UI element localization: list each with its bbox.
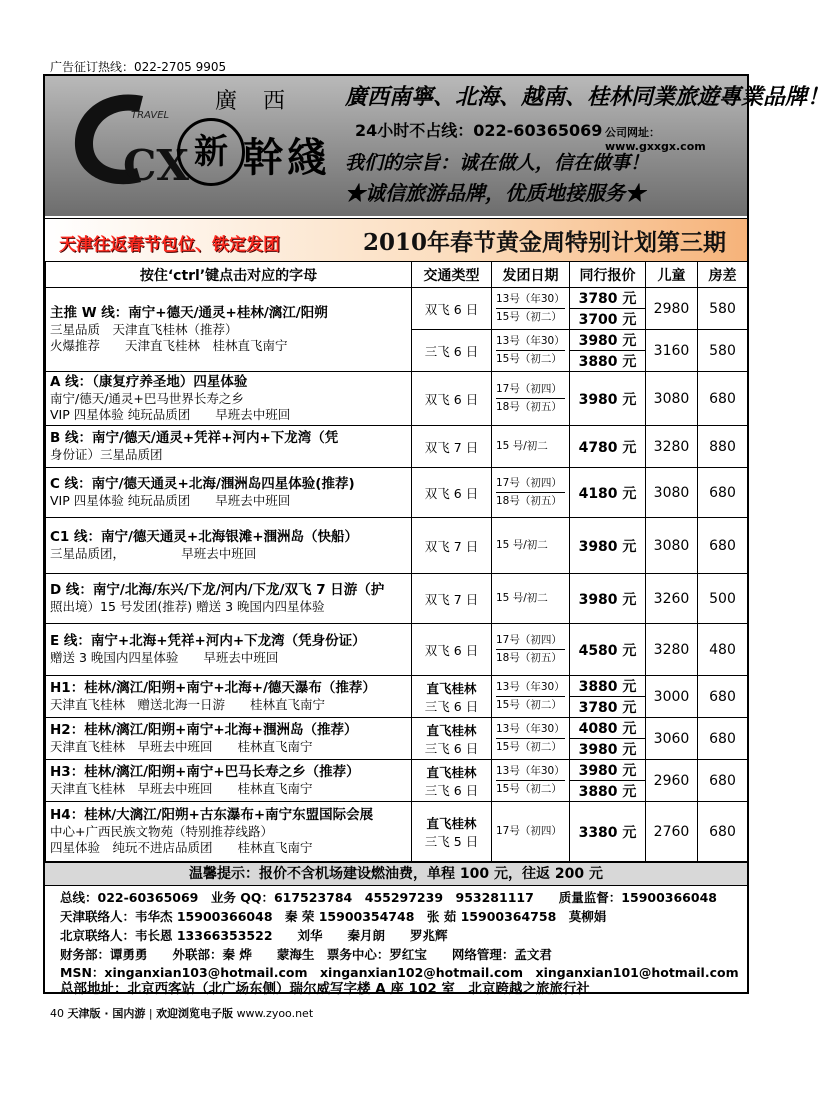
transport-text: 三飞 6 日 bbox=[424, 698, 479, 714]
transport-cell bbox=[412, 802, 492, 862]
route-description[interactable] bbox=[46, 676, 412, 718]
price-text: 3980 元 bbox=[578, 391, 637, 408]
table-row bbox=[46, 426, 748, 468]
route-description[interactable] bbox=[46, 426, 412, 468]
price-cell bbox=[570, 372, 646, 426]
contact-line: 天津联络人：韦华杰 15900366048 秦 荣 15900354748 张 茹 15900364758 莫柳娟 bbox=[60, 909, 607, 924]
transport-cell bbox=[412, 518, 492, 574]
transport-text: 直飞桂林 bbox=[426, 722, 477, 738]
date-text: 18号（初五） bbox=[496, 492, 565, 510]
page-footer bbox=[50, 1005, 313, 1021]
route-description[interactable] bbox=[46, 760, 412, 802]
date-cell bbox=[492, 574, 570, 624]
transport-text: 直飞桂林 bbox=[426, 815, 477, 831]
child-price-cell: 3080 bbox=[646, 518, 698, 574]
price-text: 3880 元 bbox=[570, 350, 645, 371]
title-bar bbox=[45, 218, 747, 262]
route-description[interactable] bbox=[46, 288, 412, 372]
date-cell bbox=[492, 802, 570, 862]
route-description[interactable] bbox=[46, 372, 412, 426]
price-cell bbox=[570, 802, 646, 862]
header-room: 房差 bbox=[698, 262, 748, 288]
date-text: 13号（年30） bbox=[496, 681, 565, 694]
browse-label: 欢迎浏览电子版 bbox=[156, 1007, 234, 1020]
ad-hotline: 广告征订热线：022-2705 9905 bbox=[50, 60, 227, 74]
table-row bbox=[46, 676, 748, 718]
title-right: 2010年春节黄金周特别计划第三期 bbox=[363, 229, 727, 256]
route-line: 中心+广西民族文物苑（特别推荐线路） bbox=[50, 824, 273, 840]
room-diff-cell: 480 bbox=[698, 624, 748, 676]
route-description[interactable] bbox=[46, 574, 412, 624]
room-diff-cell: 680 bbox=[698, 676, 748, 718]
transport-cell bbox=[412, 372, 492, 426]
brand-xin-badge: 新 bbox=[177, 118, 245, 186]
route-description[interactable] bbox=[46, 518, 412, 574]
date-text: 15号（初二） bbox=[496, 350, 565, 368]
date-text: 15号（初二） bbox=[496, 738, 565, 756]
date-text: 15号（初二） bbox=[496, 696, 565, 714]
contact-line: MSN：xinganxian103@hotmail.com xinganxian102@hotmail.com xinganxian101@hotmail.com bbox=[60, 965, 739, 980]
header-transport: 交通类型 bbox=[412, 262, 492, 288]
price-text: 3980 元 bbox=[578, 538, 637, 555]
contact-line: 财务部：谭勇勇 外联部：秦 烨 蒙海生 票务中心：罗红宝 网络管理：孟文君 bbox=[60, 947, 552, 962]
transport-cell bbox=[412, 330, 492, 372]
route-line: 火爆推荐 天津直飞桂林 桂林直飞南宁 bbox=[50, 338, 288, 354]
date-text: 15号（初二） bbox=[496, 308, 565, 326]
transport-cell bbox=[412, 426, 492, 468]
title-left: 天津往返春节包位、铁定发团 bbox=[59, 235, 280, 255]
child-price-cell: 3080 bbox=[646, 372, 698, 426]
route-line: H2：桂林/漓江/阳朔+南宁+北海+涠洲岛（推荐） bbox=[50, 722, 358, 739]
brand-ganxian: 幹綫 bbox=[243, 134, 331, 181]
route-line: H1：桂林/漓江/阳朔+南宁+北海+/德天瀑布（推荐） bbox=[50, 680, 376, 697]
route-line: 赠送 3 晚国内四星体验 早班去中班回 bbox=[50, 650, 279, 666]
date-text: 18号（初五） bbox=[496, 649, 565, 667]
route-price-table bbox=[45, 261, 748, 862]
child-price-cell: 3260 bbox=[646, 574, 698, 624]
transport-text: 直飞桂林 bbox=[426, 764, 477, 780]
room-diff-cell: 680 bbox=[698, 802, 748, 862]
brand-motto: 我们的宗旨：诚在做人，信在做事！ bbox=[345, 152, 650, 174]
date-cell bbox=[492, 518, 570, 574]
transport-text: 直飞桂林 bbox=[426, 680, 477, 696]
transport-cell bbox=[412, 574, 492, 624]
company-website: 公司网址：www.gxxgx.com bbox=[605, 126, 706, 153]
date-text: 13号（年30） bbox=[496, 335, 565, 348]
price-cell bbox=[570, 574, 646, 624]
date-text: 13号（年30） bbox=[496, 293, 565, 306]
price-cell bbox=[570, 468, 646, 518]
route-line: 主推 W 线：南宁+德天/通灵+桂林/漓江/阳朔 bbox=[50, 304, 328, 321]
room-diff-cell: 680 bbox=[698, 372, 748, 426]
route-line: 天津直飞桂林 早班去中班回 桂林直飞南宁 bbox=[50, 739, 313, 755]
price-cell bbox=[570, 676, 646, 718]
header-child: 儿童 bbox=[646, 262, 698, 288]
route-line: 南宁/德天/通灵+巴马世界长寿之乡 bbox=[50, 391, 244, 407]
price-text: 3880 元 bbox=[570, 780, 645, 801]
transport-text: 双飞 7 日 bbox=[424, 439, 479, 455]
transport-text: 双飞 6 日 bbox=[424, 391, 479, 407]
route-description[interactable] bbox=[46, 624, 412, 676]
table-row bbox=[46, 288, 748, 330]
price-text: 3980 元 bbox=[578, 591, 637, 608]
date-text: 17号（初四） bbox=[496, 477, 562, 490]
route-line: C1 线：南宁/德天通灵+北海银滩+涠洲岛（快船） bbox=[50, 529, 359, 546]
table-row bbox=[46, 718, 748, 760]
price-text: 4580 元 bbox=[578, 642, 637, 659]
route-line: VIP 四星体验 纯玩品质团 早班去中班回 bbox=[50, 493, 291, 509]
table-header-row bbox=[46, 262, 748, 288]
section-label: 天津版 · 国内游 bbox=[67, 1007, 146, 1020]
travel-label: TRAVEL bbox=[131, 110, 170, 121]
route-line: H4：桂林/大漓江/阳朔+古东瀑布+南宁东盟国际会展 bbox=[50, 807, 374, 824]
date-text: 15 号/初二 bbox=[496, 440, 548, 453]
footer-site[interactable]: www.zyoo.net bbox=[236, 1007, 314, 1020]
room-diff-cell: 580 bbox=[698, 330, 748, 372]
company-banner bbox=[45, 76, 829, 216]
date-cell bbox=[492, 760, 570, 802]
transport-text: 双飞 7 日 bbox=[424, 591, 479, 607]
price-cell bbox=[570, 624, 646, 676]
table-row bbox=[46, 372, 748, 426]
transport-text: 三飞 6 日 bbox=[424, 782, 479, 798]
room-diff-cell: 680 bbox=[698, 518, 748, 574]
price-cell bbox=[570, 330, 646, 372]
table-row bbox=[46, 760, 748, 802]
price-text: 4080 元 bbox=[578, 721, 637, 738]
route-line: D 线：南宁/北海/东兴/下龙/河内/下龙/双飞 7 日游（护 bbox=[50, 582, 385, 599]
contact-line: 北京联络人：韦长恩 13366353522 刘华 秦月朗 罗兆辉 bbox=[60, 928, 448, 943]
price-cell bbox=[570, 518, 646, 574]
route-line: VIP 四星体验 纯玩品质团 早班去中班回 bbox=[50, 407, 291, 423]
date-text: 17号（初四） bbox=[496, 825, 562, 838]
price-note: 温馨提示：报价不含机场建设燃油费，单程 100 元，往返 200 元 bbox=[45, 862, 747, 886]
room-diff-cell: 580 bbox=[698, 288, 748, 330]
date-cell bbox=[492, 330, 570, 372]
cx-logo-icon bbox=[65, 84, 190, 194]
room-diff-cell: 500 bbox=[698, 574, 748, 624]
route-line: 身份证）三星品质团 bbox=[50, 447, 163, 463]
date-cell bbox=[492, 426, 570, 468]
transport-text: 三飞 6 日 bbox=[424, 343, 479, 359]
table-row bbox=[46, 468, 748, 518]
route-line: A 线：（康复疗养圣地）四星体验 bbox=[50, 374, 248, 390]
date-text: 13号（年30） bbox=[496, 723, 565, 736]
route-line: 三星品质团， 早班去中班回 bbox=[50, 546, 257, 562]
child-price-cell: 3060 bbox=[646, 718, 698, 760]
transport-cell bbox=[412, 760, 492, 802]
price-text: 3980 元 bbox=[578, 333, 637, 349]
transport-cell bbox=[412, 718, 492, 760]
child-price-cell: 2760 bbox=[646, 802, 698, 862]
date-text: 17号（初四） bbox=[496, 383, 562, 396]
date-cell bbox=[492, 676, 570, 718]
date-cell bbox=[492, 624, 570, 676]
price-cell bbox=[570, 760, 646, 802]
price-text: 3780 元 bbox=[578, 291, 637, 307]
transport-text: 三飞 6 日 bbox=[424, 740, 479, 756]
price-text: 4780 元 bbox=[578, 439, 637, 456]
price-cell bbox=[570, 426, 646, 468]
date-text: 18号（初五） bbox=[496, 398, 565, 416]
price-text: 4180 元 bbox=[578, 485, 637, 502]
date-cell bbox=[492, 468, 570, 518]
date-text: 15号（初二） bbox=[496, 780, 565, 798]
child-price-cell: 3160 bbox=[646, 330, 698, 372]
transport-text: 双飞 6 日 bbox=[424, 485, 479, 501]
footer-separator: | bbox=[148, 1007, 153, 1020]
transport-cell bbox=[412, 676, 492, 718]
hours-phone: 24小时不占线：022-60365069 bbox=[355, 121, 603, 140]
route-line: C 线：南宁/德天通灵+北海/涠洲岛四星体验(推荐) bbox=[50, 476, 355, 493]
price-text: 3980 元 bbox=[570, 738, 645, 759]
price-text: 3880 元 bbox=[578, 679, 637, 696]
transport-text: 双飞 7 日 bbox=[424, 538, 479, 554]
price-text: 3980 元 bbox=[578, 763, 637, 780]
transport-text: 双飞 6 日 bbox=[424, 301, 479, 317]
contact-line: 总线：022-60365069 业务 QQ：617523784 455297239 953281117 质量监督：15900366048 bbox=[60, 890, 717, 905]
route-line: H3：桂林/漓江/阳朔+南宁+巴马长寿之乡（推荐） bbox=[50, 764, 360, 781]
header-route: 按住‘ctrl’键点击对应的字母 bbox=[46, 262, 412, 288]
child-price-cell: 2960 bbox=[646, 760, 698, 802]
transport-text: 三飞 5 日 bbox=[424, 833, 479, 849]
page-number: 40 bbox=[50, 1007, 64, 1020]
cx-letters: CX bbox=[123, 141, 190, 190]
date-cell bbox=[492, 288, 570, 330]
route-description[interactable] bbox=[46, 468, 412, 518]
table-row bbox=[46, 802, 748, 862]
route-line: 天津直飞桂林 早班去中班回 桂林直飞南宁 bbox=[50, 781, 313, 797]
route-description[interactable] bbox=[46, 802, 412, 862]
route-line: 照出境）15 号发团(推荐) 赠送 3 晚国内四星体验 bbox=[50, 599, 325, 615]
child-price-cell: 2980 bbox=[646, 288, 698, 330]
price-cell bbox=[570, 288, 646, 330]
transport-cell bbox=[412, 624, 492, 676]
price-text: 3780 元 bbox=[570, 696, 645, 717]
transport-cell bbox=[412, 468, 492, 518]
child-price-cell: 3080 bbox=[646, 468, 698, 518]
route-line: 三星品质 天津直飞桂林（推荐） bbox=[50, 322, 238, 338]
route-line: B 线：南宁/德天/通灵+凭祥+河内+下龙湾（凭 bbox=[50, 430, 339, 447]
date-text: 15 号/初二 bbox=[496, 539, 548, 552]
room-diff-cell: 880 bbox=[698, 426, 748, 468]
route-line: 天津直飞桂林 赠送北海一日游 桂林直飞南宁 bbox=[50, 697, 326, 713]
price-text: 3380 元 bbox=[578, 824, 637, 841]
table-row bbox=[46, 518, 748, 574]
child-price-cell: 3280 bbox=[646, 624, 698, 676]
header-date: 发团日期 bbox=[492, 262, 570, 288]
brand-tagline: ★诚信旅游品牌，优质地接服务★ bbox=[345, 181, 645, 205]
table-row bbox=[46, 624, 748, 676]
date-text: 17号（初四） bbox=[496, 634, 562, 647]
route-line: 四星体验 纯玩不进店品质团 桂林直飞南宁 bbox=[50, 840, 313, 856]
room-diff-cell: 680 bbox=[698, 718, 748, 760]
date-cell bbox=[492, 718, 570, 760]
price-cell bbox=[570, 718, 646, 760]
date-text: 13号（年30） bbox=[496, 765, 565, 778]
room-diff-cell: 680 bbox=[698, 760, 748, 802]
route-line: E 线：南宁+北海+凭祥+河内+下龙湾（凭身份证） bbox=[50, 633, 366, 650]
date-cell bbox=[492, 372, 570, 426]
header-price: 同行报价 bbox=[570, 262, 646, 288]
table-row bbox=[46, 574, 748, 624]
child-price-cell: 3280 bbox=[646, 426, 698, 468]
transport-text: 双飞 6 日 bbox=[424, 642, 479, 658]
transport-cell bbox=[412, 288, 492, 330]
hq-address: 总部地址：北京西客站（北广场东侧）瑞尔威写字楼 A 座 102 室 北京跨越之旅旅行社 bbox=[60, 981, 590, 997]
room-diff-cell: 680 bbox=[698, 468, 748, 518]
brand-guangxi: 廣西 bbox=[215, 89, 312, 114]
route-description[interactable] bbox=[46, 718, 412, 760]
date-text: 15 号/初二 bbox=[496, 592, 548, 605]
child-price-cell: 3000 bbox=[646, 676, 698, 718]
brand-slogan: 廣西南寧、北海、越南、桂林同業旅遊專業品牌！ bbox=[345, 84, 829, 110]
price-text: 3700 元 bbox=[570, 308, 645, 329]
